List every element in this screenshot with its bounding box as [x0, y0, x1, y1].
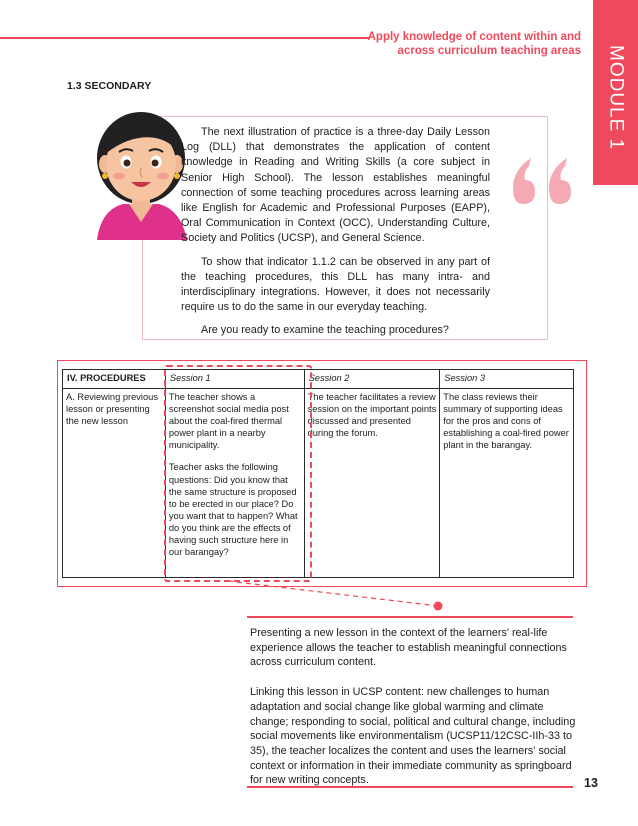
intro-paragraph-3: Are you ready to examine the teaching procedures? [201, 324, 449, 337]
intro-text [181, 125, 490, 347]
procedures-table [62, 369, 574, 578]
commentary-bottom-rule [247, 786, 573, 788]
header-title-line2: across curriculum teaching areas [397, 45, 581, 57]
header-title-line1: Apply knowledge of content within and [367, 31, 581, 43]
session-1-paragraph-1: The teacher shows a screenshot social media post about the coal-fired thermal power plant in a nearby municipality. [168, 392, 289, 451]
header-title [321, 30, 581, 58]
intro-paragraph-1: The next illustration of practice is a three-day Daily Lesson Log (DLL) that demonstrates the application of content knowledge in Reading and Writing Skills (a core subject in Senior High School). The lesson establishes meaningful connection of some teaching procedures across learning areas like English for Academic and Professional Purposes (EAPP), Oral Communication in Context (OCC), Understanding Culture, Society and Politics (UCSP), and General Science. [181, 126, 490, 245]
header-procedures: IV. PROCEDURES [63, 370, 166, 389]
row-label: A. Reviewing previous lesson or presenting the new lesson [63, 389, 166, 578]
table-header-row [63, 370, 574, 389]
highlight-dashed-box [164, 365, 312, 582]
commentary-paragraph-2: Linking this lesson in UCSP content: new challenges to human adaptation and social change like global warming and climate change; responding to social, political and cultural change, including social movements like environmentalism (UCSP11/12CSC-IIh-33 to 35), the teacher localizes the content and uses the learners' social context or information in their immediate community as springboard for new writing concepts. [250, 686, 576, 787]
module-label-wrap [593, 0, 638, 185]
intro-paragraph-2: To show that indicator 1.1.2 can be observed in any part of the teaching procedures, this DLL has many intra- and interdisciplinary integrations. However, it does not necessarily require us to do the same in our everyday teaching. [181, 255, 490, 314]
header-rule [0, 37, 370, 39]
commentary-top-rule [247, 616, 573, 618]
page-number: 13 [584, 776, 598, 790]
table-row [63, 389, 574, 578]
commentary [250, 626, 580, 803]
header-session-2: Session 2 [304, 370, 440, 389]
header-session-3: Session 3 [440, 370, 574, 389]
connector-dot [434, 602, 443, 611]
section-heading: 1.3 SECONDARY [67, 80, 152, 92]
session-3-cell: The class reviews their summary of supporting ideas for the pros and cons of establishing a coal-fired power plant in the barangay. [440, 389, 574, 578]
session-2-cell: The teacher facilitates a review session on the important points discussed and presented during the forum. [304, 389, 440, 578]
session-1-paragraph-2: Teacher asks the following questions: Did you know that the same structure is proposed to be erected in our place? Do you want that to happen? What do you think are the effects of having such structure here in our barangay? [168, 462, 298, 558]
module-label: MODULE 1 [605, 44, 627, 151]
header-session-1: Session 1 [165, 370, 304, 389]
quotation-mark-icon [505, 148, 585, 208]
commentary-paragraph-1: Presenting a new lesson in the context of the learners' real-life experience allows the teacher to establish meaningful connections across curriculum content. [250, 627, 567, 669]
